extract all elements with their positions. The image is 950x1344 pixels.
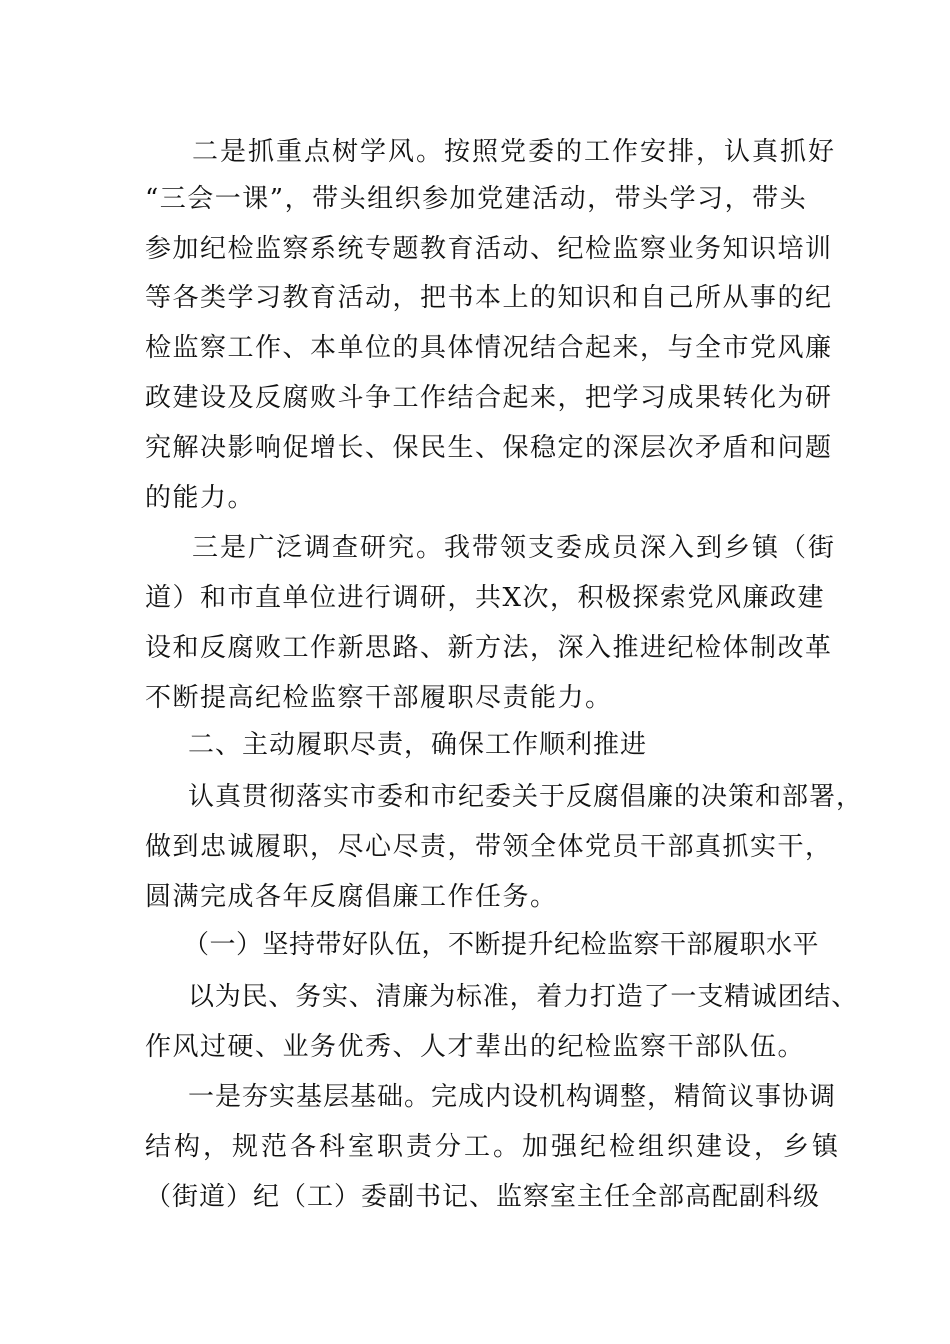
paragraph-line: 道）和市直单位进行调研，共X次，积极探索党风廉政建 [145, 583, 826, 613]
paragraph-line: 三是广泛调查研究。我带领支委成员深入到乡镇（街 [192, 533, 837, 563]
paragraph-line: 政建设及反腐败斗争工作结合起来，把学习成果转化为研 [145, 383, 833, 413]
paragraph-line: 二是抓重点树学风。按照党委的工作安排，认真抓好 [192, 137, 837, 167]
paragraph-line: 等各类学习教育活动，把书本上的知识和自己所从事的纪 [145, 283, 833, 313]
subsection-heading: （一）坚持带好队伍，不断提升纪检监察干部履职水平 [183, 930, 820, 960]
section-heading: 二、主动履职尽责，确保工作顺利推进 [188, 730, 648, 760]
paragraph-line: 检监察工作、本单位的具体情况结合起来，与全市党风廉 [145, 333, 833, 363]
paragraph-line: 不断提高纪检监察干部履职尽责能力。 [145, 683, 613, 713]
paragraph-line: “三会一课”，带头组织参加党建活动，带头学习，带头 [145, 184, 808, 214]
paragraph-line: 的能力。 [145, 483, 256, 513]
paragraph-line: 圆满完成各年反腐倡廉工作任务。 [145, 882, 558, 912]
paragraph-line: 究解决影响促增长、保民生、保稳定的深层次矛盾和问题 [145, 433, 833, 463]
paragraph-line: 参加纪检监察系统专题教育活动、纪检监察业务知识培训 [145, 234, 833, 264]
paragraph-line: 结构，规范各科室职责分工。加强纪检组织建设，乡镇 [145, 1132, 842, 1162]
paragraph-line: 作风过硬、业务优秀、人才辈出的纪检监察干部队伍。 [145, 1032, 806, 1062]
paragraph-line: 设和反腐败工作新思路、新方法，深入推进纪检体制改革 [145, 633, 833, 663]
paragraph-line: 做到忠诚履职，尽心尽责，带领全体党员干部真抓实干， [145, 832, 833, 862]
paragraph-line: 一是夯实基层基础。完成内设机构调整，精简议事协调 [188, 1082, 837, 1112]
paragraph-line: （街道）纪（工）委副书记、监察室主任全部高配副科级 [145, 1182, 821, 1212]
paragraph-line: 认真贯彻落实市委和市纪委关于反腐倡廉的决策和部署， [188, 782, 864, 812]
paragraph-line: 以为民、务实、清廉为标准，着力打造了一支精诚团结、 [188, 982, 859, 1012]
